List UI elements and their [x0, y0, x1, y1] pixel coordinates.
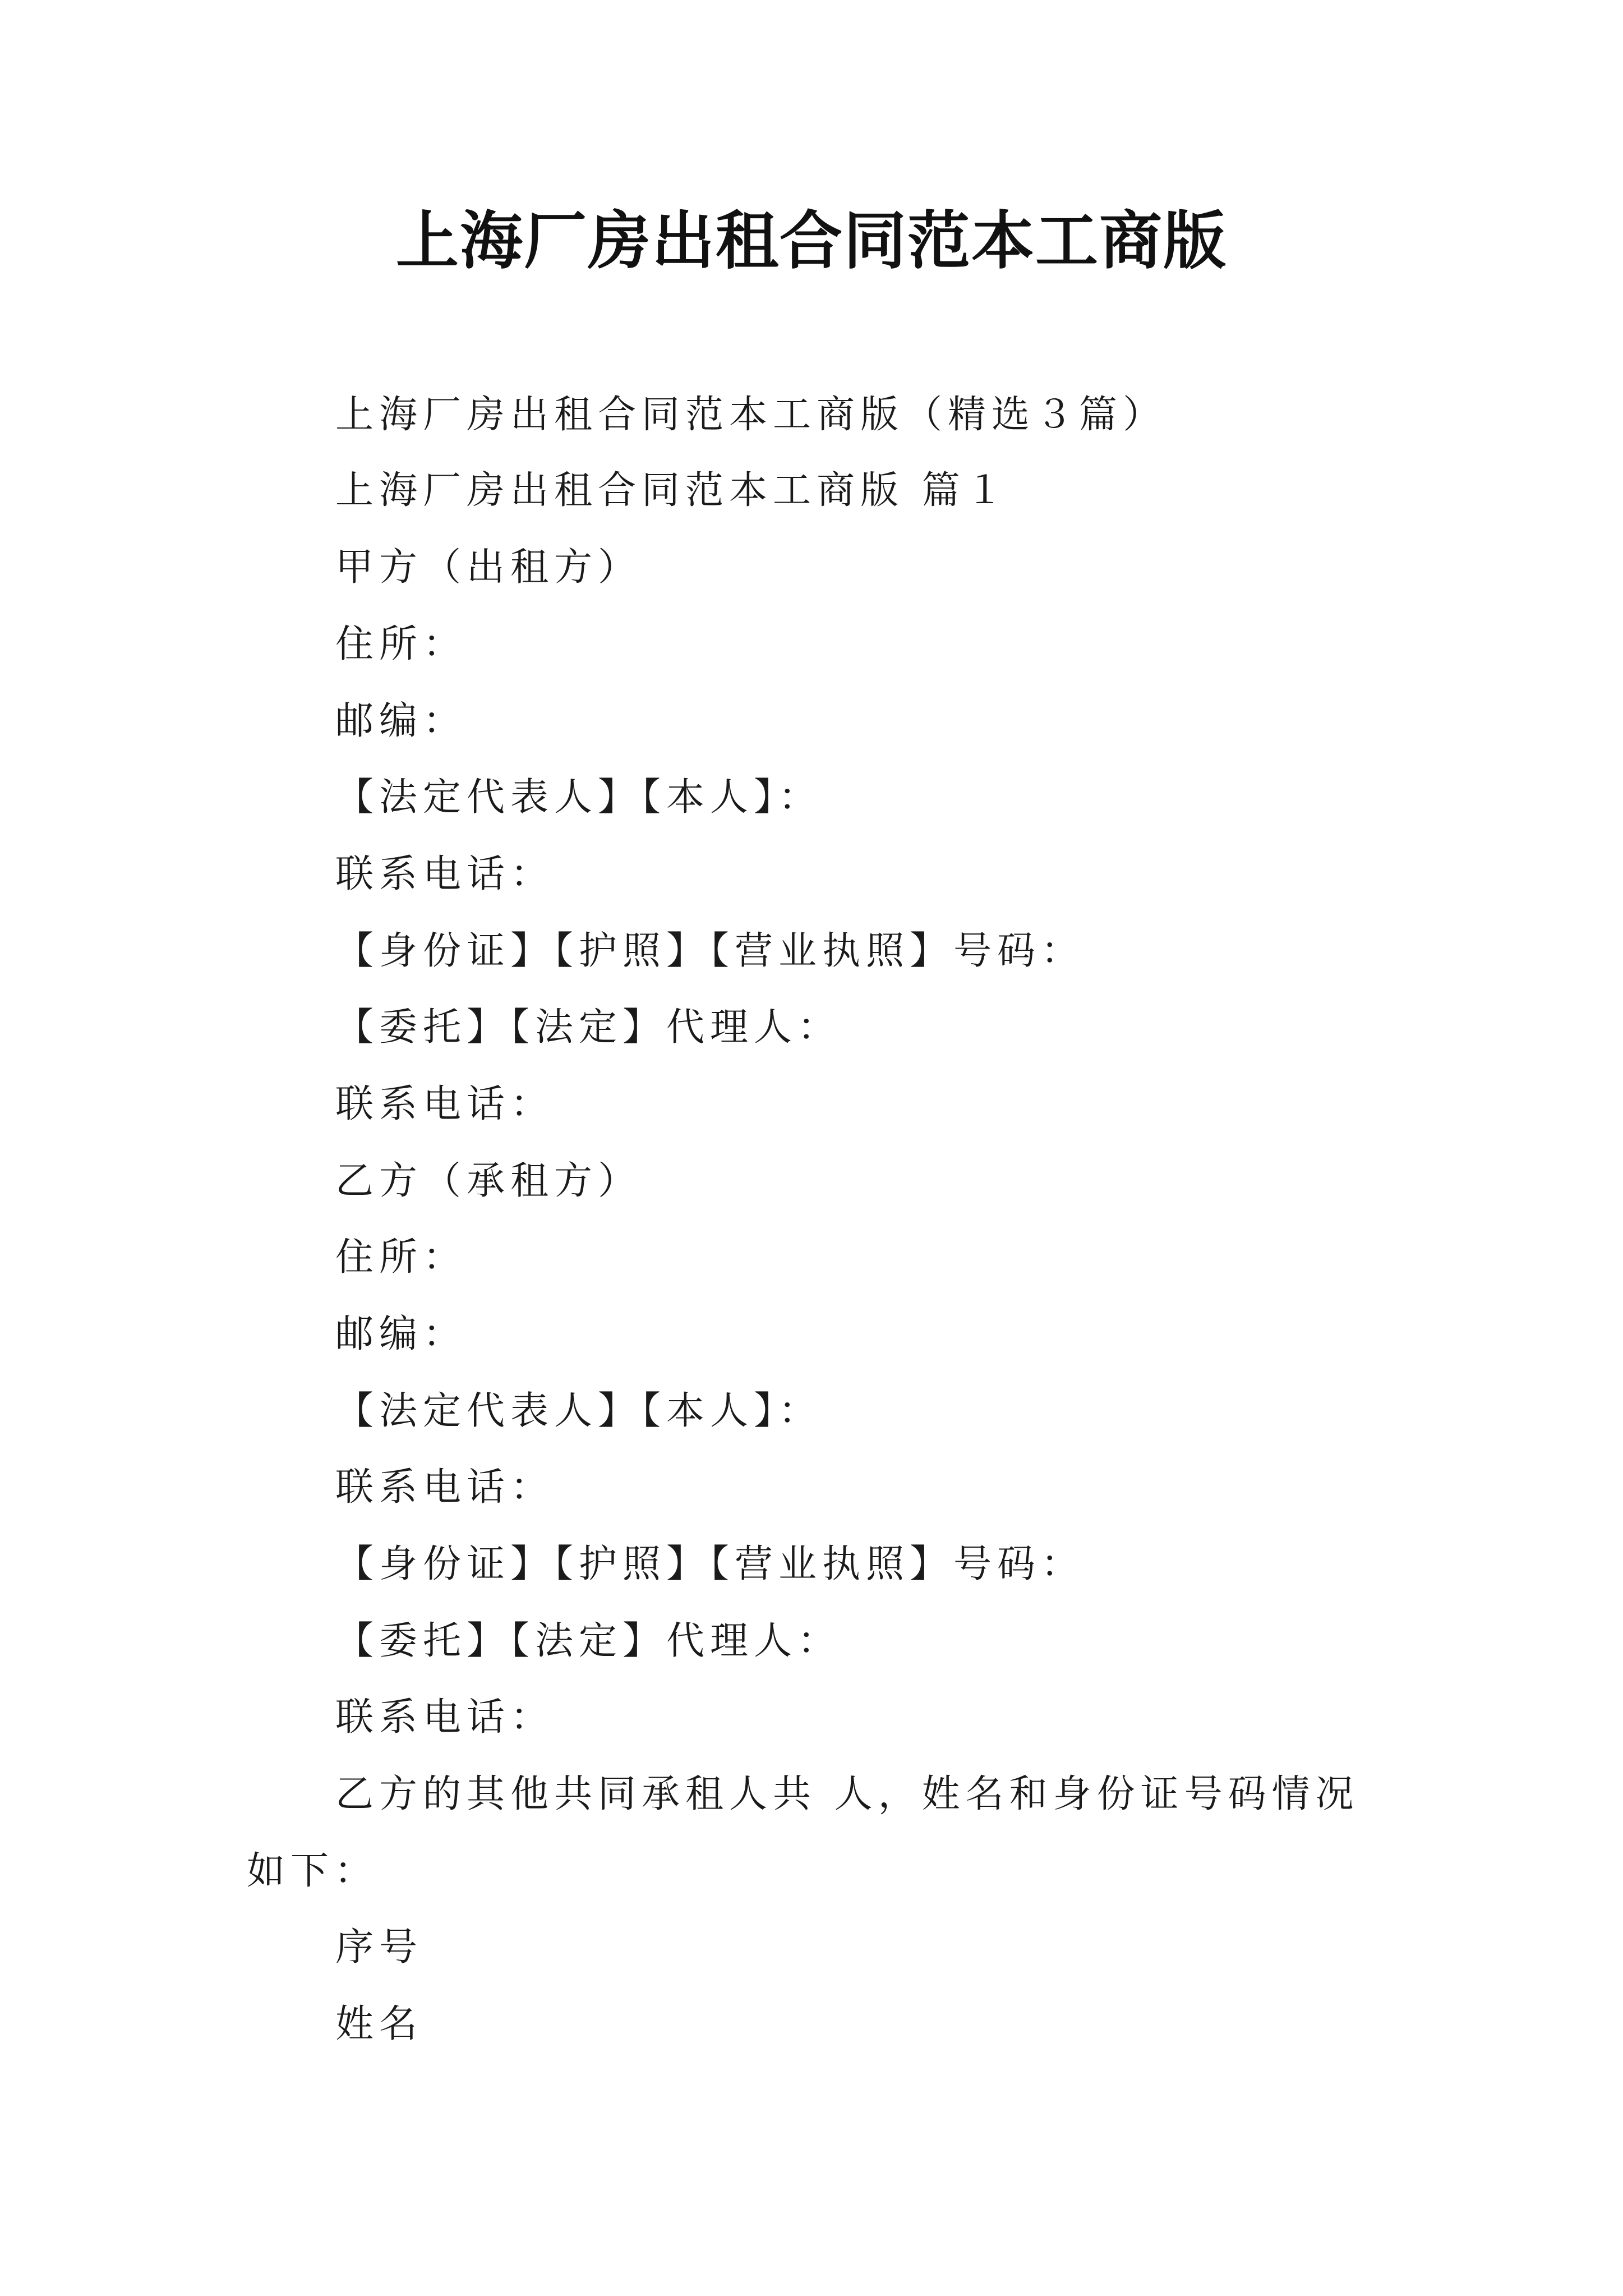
doc-line: 住所：	[335, 1235, 467, 1280]
doc-line: 【委托】【法定】代理人：	[335, 1619, 842, 1663]
doc-line: 【委托】【法定】代理人：	[335, 1005, 842, 1050]
doc-line: 邮编：	[335, 699, 467, 743]
doc-line: 联系电话：	[335, 1465, 555, 1510]
doc-line: 上海厂房出租合同范本工商版（精选３篇）	[335, 393, 1167, 437]
doc-line: 【身份证】【护照】【营业执照】号码：	[335, 1542, 1085, 1586]
doc-line: 联系电话：	[335, 852, 555, 896]
doc-line: 序号	[335, 1925, 423, 1970]
doc-line: 联系电话：	[335, 1695, 555, 1740]
doc-line: 姓名	[335, 2002, 423, 2046]
doc-line: 乙方（承租方）	[335, 1159, 642, 1203]
doc-line: 乙方的其他共同承租人共 人，姓名和身份证号码情况	[335, 1772, 1359, 1816]
doc-line: 住所：	[335, 622, 467, 666]
doc-line: 【法定代表人】【本人】：	[335, 1389, 823, 1433]
doc-line: 【法定代表人】【本人】：	[335, 775, 823, 820]
doc-line: 邮编：	[335, 1312, 467, 1356]
doc-line: 甲方（出租方）	[335, 545, 642, 590]
doc-line: 【身份证】【护照】【营业执照】号码：	[335, 929, 1085, 973]
doc-line-continuation: 如下：	[247, 1849, 379, 1893]
document-title: 上海厂房出租合同范本工商版	[396, 204, 1227, 278]
doc-line: 上海厂房出租合同范本工商版 篇１	[335, 468, 1009, 513]
doc-line: 联系电话：	[335, 1082, 555, 1126]
